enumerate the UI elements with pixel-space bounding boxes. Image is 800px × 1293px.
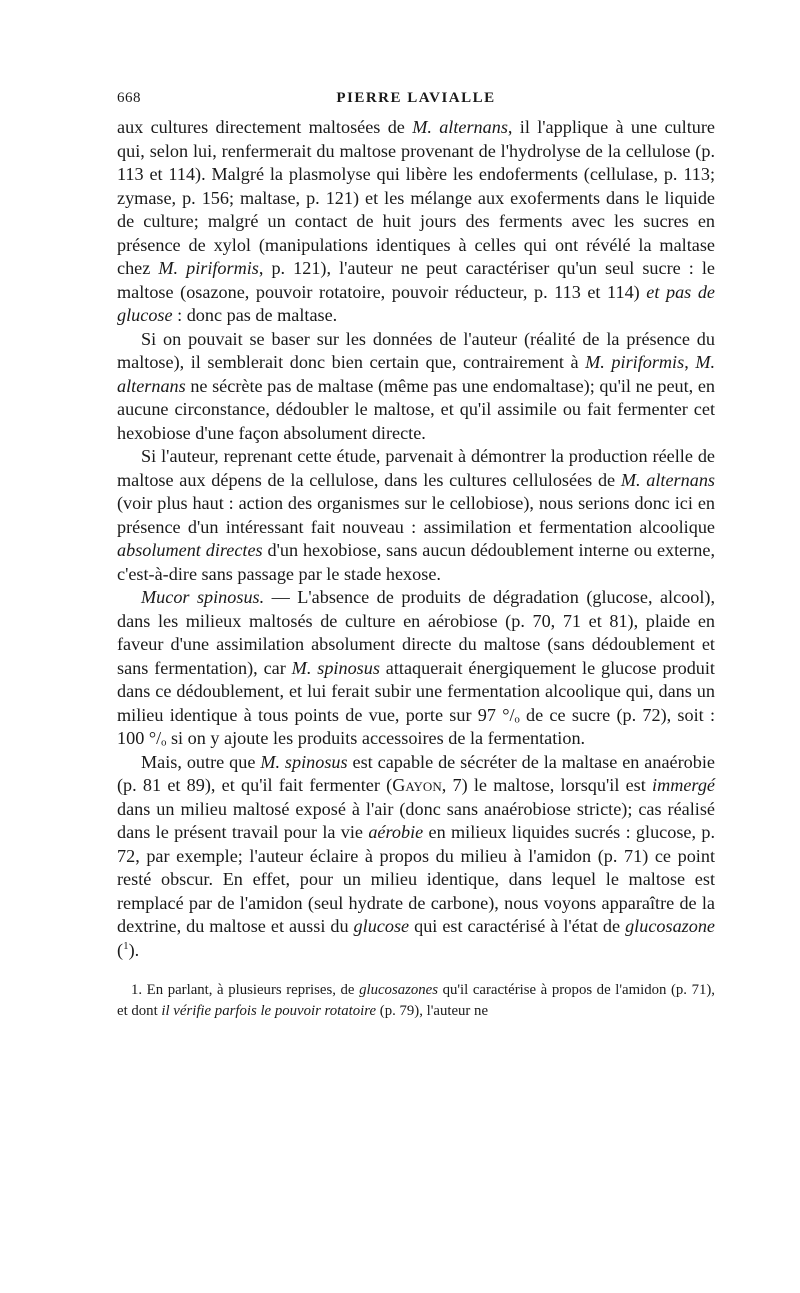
text-run: : donc pas de maltase. <box>172 305 338 325</box>
text-run: attaquerait énergiquement le glucose produit dans ce dédoublement, et lui ferait subir une fermentation alcoolique qui, dans un milieu identique à tous points de vue, porte sur 97 °/ₒ de ce sucre (p. 72), soit : 100 °/ₒ si on y ajoute les produits accessoires de la fermentation. <box>117 657 715 748</box>
text-run: , 7) le maltose, lorsqu'il est <box>441 775 653 795</box>
text-run: en milieux liquides sucrés : glucose, p. 72, par exemple; l'auteur éclaire à propos du milieu à l'amidon (p. 71) ce point resté obscur. En effet, pour un milieu identique, dans lequel le maltose est remplacé par de l'amidon (seul hydrate de carbone), nous voyons apparaître de la dextrine, du maltose et aussi du <box>117 822 715 936</box>
paragraph <box>117 116 715 328</box>
text-run: qui est caractérisé à l'état de <box>409 916 626 936</box>
paragraph <box>117 586 715 751</box>
footnote <box>117 980 715 1022</box>
text-run: Mais, outre que <box>141 751 261 772</box>
text-run: d'un hexobiose, sans aucun dédoublement interne ou externe, c'est-à-dire sans passage par le stade hexose. <box>117 540 716 584</box>
small-caps-text: Gayon <box>392 775 442 795</box>
text-run: Si l'auteur, reprenant cette étude, parvenait à démontrer la production réelle de maltose aux dépens de la cellulose, dans les cultures cellulosées de <box>117 446 715 490</box>
book-page <box>117 86 715 1022</box>
text-run: , <box>684 352 696 372</box>
footnotes <box>117 980 715 1022</box>
italic-text: aérobie <box>368 822 424 842</box>
text-run: , p. 121), l'auteur ne peut caractériser qu'un seul sucre : le maltose (osazone, pouvoir rotatoire, pouvoir réducteur, p. 113 et 114) <box>117 258 715 302</box>
italic-text: glucosazone <box>625 916 715 936</box>
italic-text: M. piriformis <box>585 352 685 372</box>
page-number: 668 <box>117 90 141 106</box>
italic-text: M. alternans <box>620 469 715 490</box>
italic-text: absolument directes <box>117 540 263 560</box>
body-text <box>117 116 715 962</box>
italic-text: immergé <box>652 775 715 795</box>
text-run: (p. 79), l'auteur ne <box>376 1003 489 1019</box>
paragraph <box>117 328 715 446</box>
running-title: PIERRE LAVIALLE <box>336 90 496 106</box>
italic-text: M. spinosus <box>291 657 380 678</box>
text-run: (voir plus haut : action des organismes sur le cellobiose), nous serions donc ici en présence d'un intéressant fait nouveau : assimilation et fermentation alcoolique <box>117 493 715 537</box>
italic-text: M. alternans <box>412 117 508 137</box>
italic-text: Mucor spinosus. <box>141 587 265 607</box>
italic-text: M. spinosus <box>260 751 348 772</box>
text-run: qu'il caractérise à propos de l'amidon (p. 71), et dont <box>117 982 716 1019</box>
paragraph <box>117 751 715 963</box>
footnote-marker: 1 <box>123 939 129 952</box>
italic-text: M. piriformis <box>158 258 259 278</box>
text-run: , il l'applique à une culture qui, selon lui, renfermerait du maltose provenant de l'hydrolyse de la cellulose (p. 113 et 114). Malgré la plasmolyse qui libère les endoferments (cellulase, p. 113; zymase, p. 156; maltase, p. 121) et les mélange aux exoferments dans le liquide de culture; malgré un contact de huit jours des ferments avec les sucres en présence de xylol (manipulations identiques à celles qui ont révélé la maltase chez <box>117 117 715 278</box>
paragraph <box>117 445 715 586</box>
italic-text: et pas de glucose <box>117 281 715 325</box>
text-run: aux cultures directement maltosées de <box>117 117 413 137</box>
text-run: ). <box>128 939 140 960</box>
text-run: Si on pouvait se baser sur les données de l'auteur (réalité de la présence du maltose), il semblerait donc bien certain que, contrairement à <box>117 328 715 372</box>
italic-text: glucosazones <box>359 982 438 998</box>
text-run: ( <box>117 939 124 960</box>
italic-text: M. alternans <box>117 352 716 396</box>
text-run: ne sécrète pas de maltase (même pas une endomaltase); qu'il ne peut, en aucune circonstance, dédoubler le maltose, et qu'il assimile ou fait fermenter cet hexobiose d'une façon absolument directe. <box>117 375 715 443</box>
text-run: dans un milieu maltosé exposé à l'air (donc sans anaérobiose stricte); cas réalisé dans le présent travail pour la vie <box>117 798 715 842</box>
text-run: 1. En parlant, à plusieurs reprises, de <box>131 982 360 998</box>
text-run: — L'absence de produits de dégradation (glucose, alcool), dans les milieux maltosés de culture en aérobiose (p. 70, 71 et 81), plaide en faveur d'une assimilation absolument directe du maltose (sans dédoublement et sans fermentation), car <box>117 587 715 678</box>
italic-text: glucose <box>353 916 410 936</box>
text-run: est capable de sécréter de la maltase en anaérobie (p. 81 et 89), et qu'il fait fermenter ( <box>117 751 715 795</box>
page-header <box>117 86 715 116</box>
italic-text: il vérifie parfois le pouvoir rotatoire <box>161 1003 377 1019</box>
